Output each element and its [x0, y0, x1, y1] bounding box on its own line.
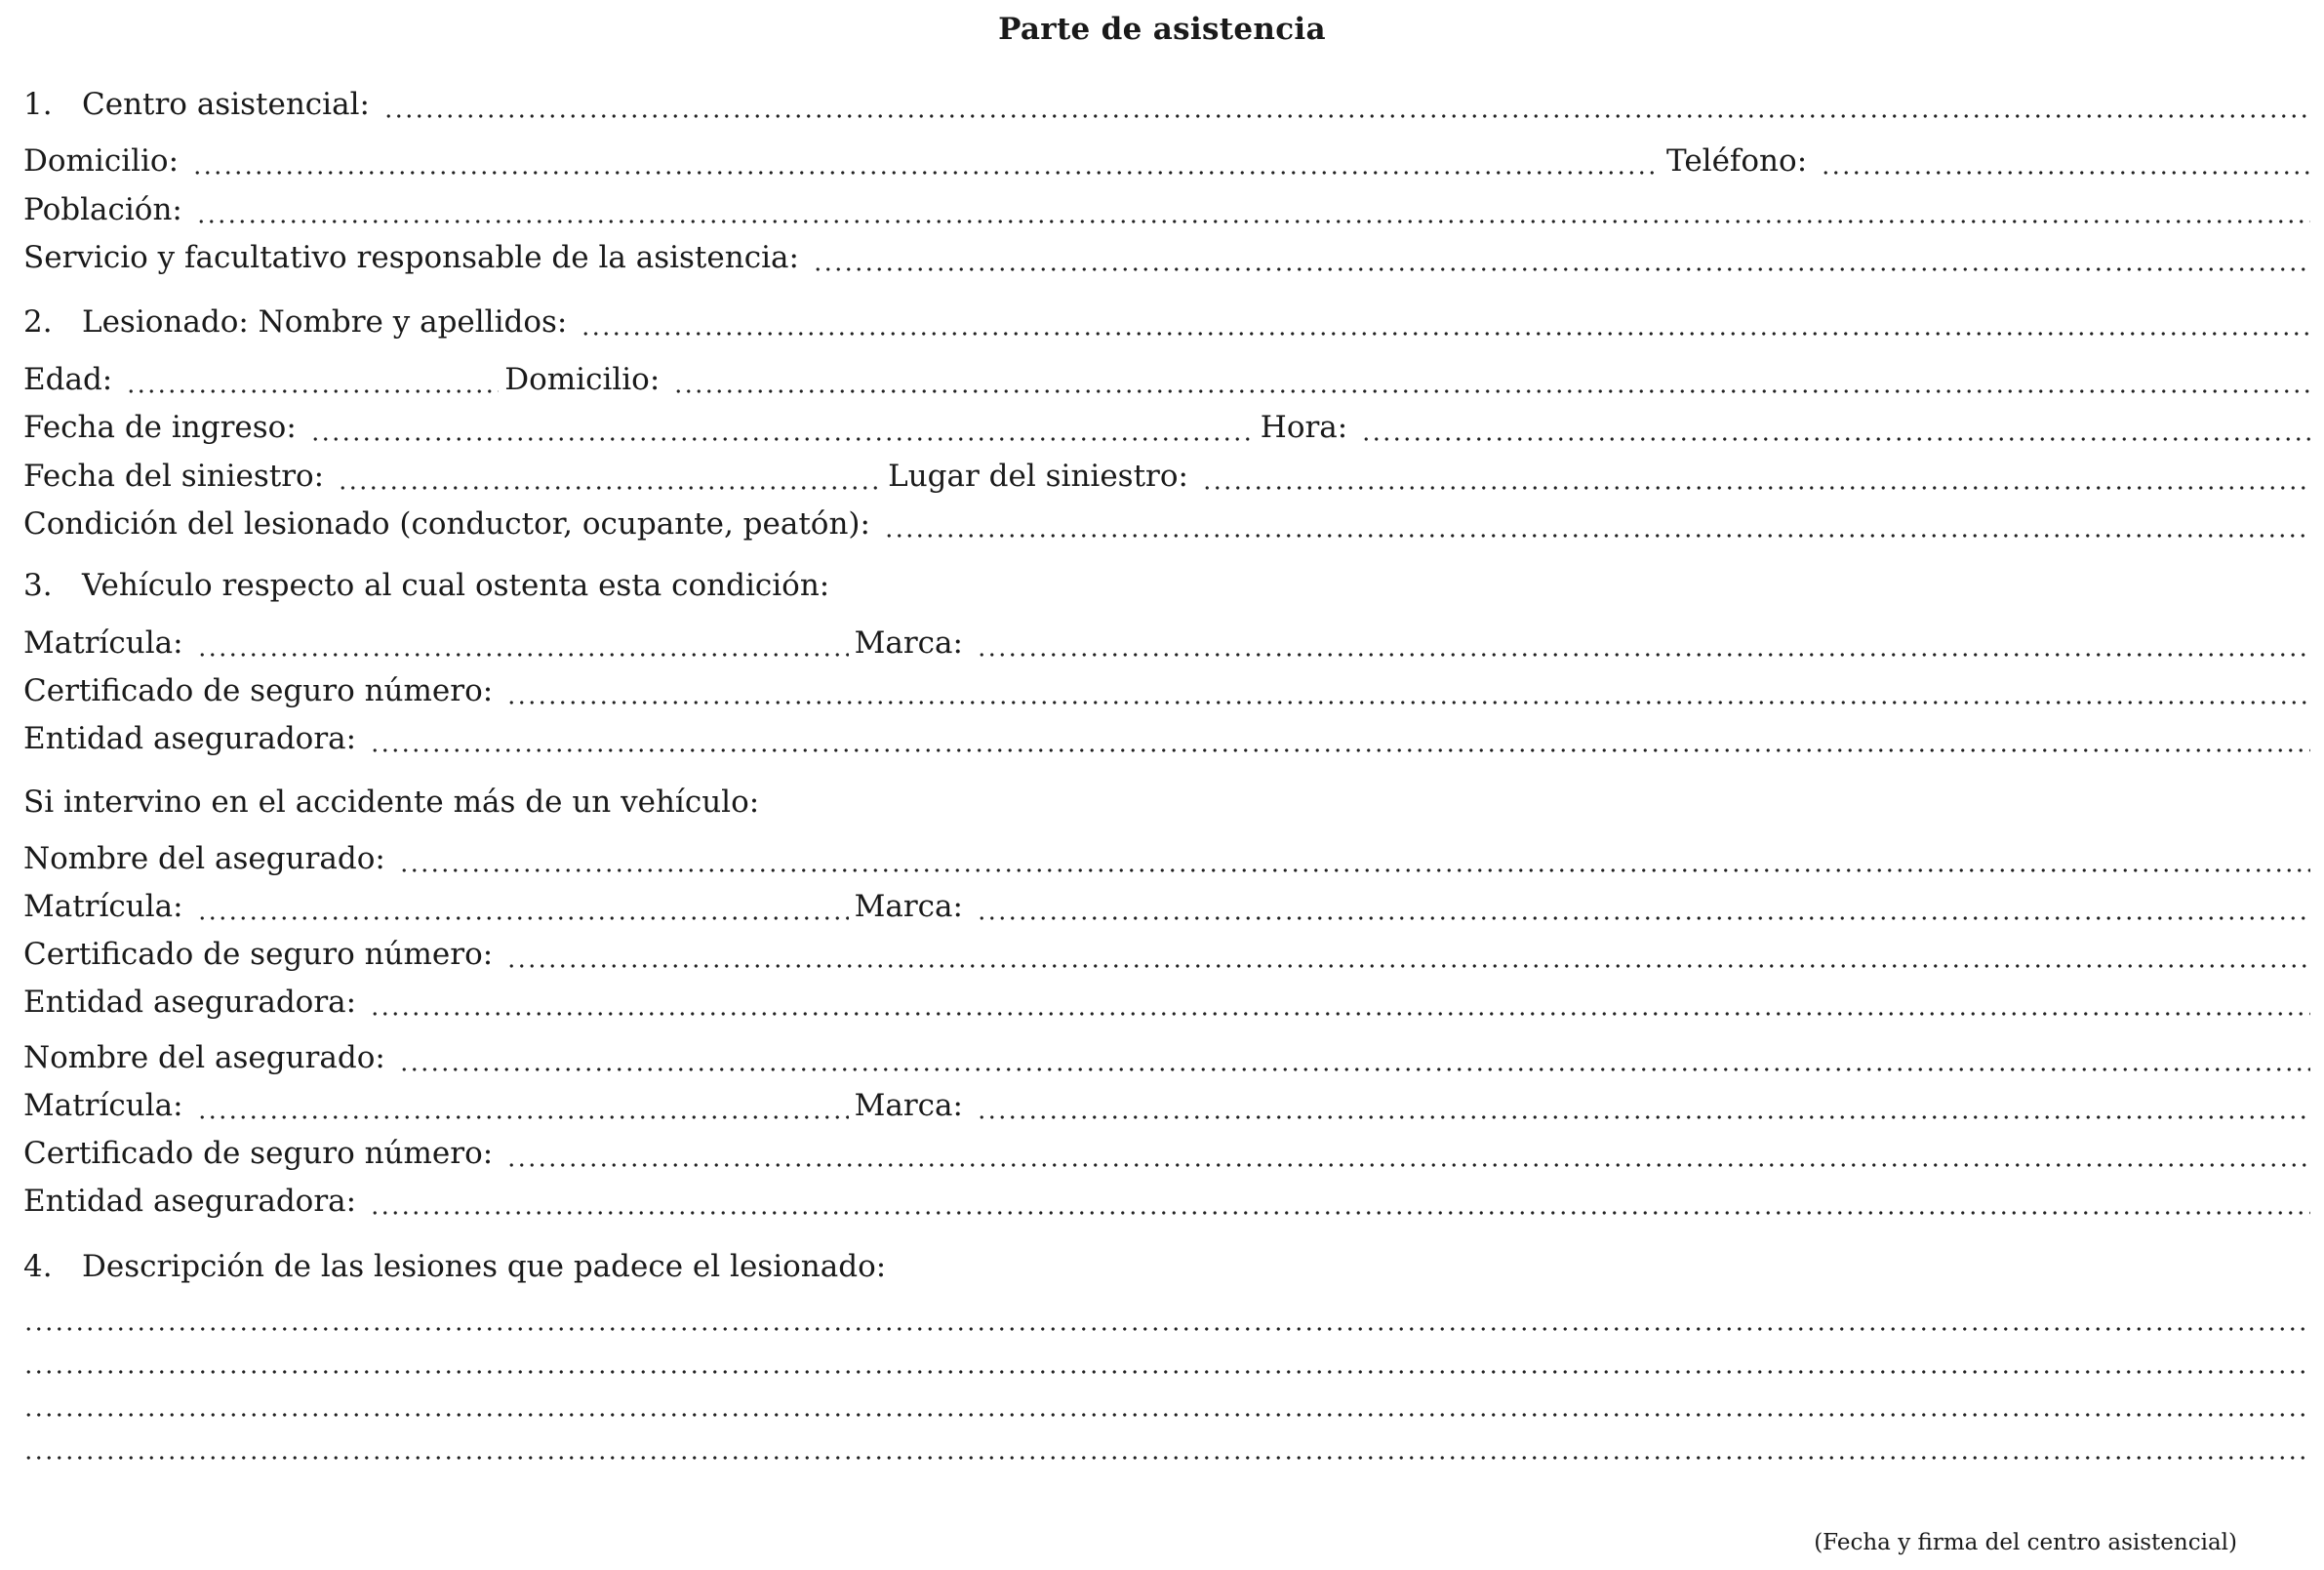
- section-2-number: 2.: [23, 304, 53, 340]
- entidad-aseguradora-field[interactable]: [370, 983, 2310, 1022]
- lesiones-heading: Descripción de las lesiones que padece el lesionado:: [82, 1249, 887, 1284]
- hora-field[interactable]: [1361, 408, 2310, 447]
- otro-vehiculo-1-entidad-row: [23, 983, 2310, 1022]
- certificado-seguro-field[interactable]: [506, 1134, 2310, 1173]
- signature-caption: (Fecha y firma del centro asistencial): [1814, 1530, 2237, 1555]
- lesiones-line-3: [23, 1384, 2310, 1423]
- otro-vehiculo-1-nombre-row: [23, 839, 2310, 878]
- domicilio-label: Domicilio:: [23, 143, 180, 179]
- lesionado-nombre-label: Lesionado: Nombre y apellidos:: [82, 304, 568, 340]
- matricula-field[interactable]: [197, 1086, 849, 1125]
- domicilio-field[interactable]: [192, 141, 1661, 181]
- certificado-seguro-label: Certificado de seguro número:: [23, 1136, 494, 1171]
- entidad-aseguradora-label: Entidad aseguradora:: [23, 1184, 357, 1219]
- matricula-field[interactable]: [197, 624, 849, 663]
- entidad-aseguradora-label: Entidad aseguradora:: [23, 985, 357, 1020]
- centro-asistencial-row: [23, 85, 2310, 124]
- hora-label: Hora:: [1260, 410, 1348, 445]
- section-3-number: 3.: [23, 568, 53, 603]
- lesionado-row: [23, 302, 2310, 342]
- lugar-siniestro-field[interactable]: [1202, 457, 2310, 496]
- marca-label: Marca:: [854, 1088, 963, 1123]
- lesiones-heading-row: [23, 1247, 2310, 1286]
- fecha-siniestro-label: Fecha del siniestro:: [23, 459, 325, 494]
- centro-asistencial-label: Centro asistencial:: [82, 87, 370, 122]
- fecha-lugar-siniestro-row: [23, 457, 2310, 496]
- nombre-asegurado-label: Nombre del asegurado:: [23, 1040, 385, 1075]
- fecha-ingreso-field[interactable]: [310, 408, 1255, 447]
- servicio-facultativo-row: [23, 238, 2310, 277]
- condicion-lesionado-label: Condición del lesionado (conductor, ocupante, peatón):: [23, 506, 870, 542]
- poblacion-row: [23, 190, 2310, 229]
- marca-field[interactable]: [977, 887, 2310, 926]
- fecha-siniestro-field[interactable]: [338, 457, 882, 496]
- servicio-facultativo-label: Servicio y facultativo responsable de la asistencia:: [23, 240, 799, 275]
- lesiones-field[interactable]: [23, 1427, 2310, 1466]
- lesionado-domicilio-field[interactable]: [673, 360, 2310, 399]
- marca-label: Marca:: [854, 889, 963, 924]
- section-1-number: 1.: [23, 87, 53, 122]
- edad-field[interactable]: [126, 360, 499, 399]
- poblacion-field[interactable]: [196, 190, 2310, 229]
- entidad-aseguradora-row: [23, 719, 2310, 758]
- nombre-asegurado-field[interactable]: [399, 1038, 2310, 1077]
- nombre-asegurado-field[interactable]: [399, 839, 2310, 878]
- otro-vehiculo-2-matricula-marca-row: [23, 1086, 2310, 1125]
- lesiones-field[interactable]: [23, 1298, 2310, 1337]
- matricula-label: Matrícula:: [23, 625, 183, 661]
- lesionado-nombre-field[interactable]: [581, 302, 2310, 342]
- marca-field[interactable]: [977, 624, 2310, 663]
- lesiones-line-1: [23, 1298, 2310, 1337]
- otro-vehiculo-2-certificado-row: [23, 1134, 2310, 1173]
- certificado-seguro-label: Certificado de seguro número:: [23, 673, 494, 708]
- fecha-ingreso-hora-row: [23, 408, 2310, 447]
- otros-vehiculos-heading-row: [23, 783, 2310, 822]
- servicio-facultativo-field[interactable]: [813, 238, 2310, 277]
- telefono-label: Teléfono:: [1666, 143, 1808, 179]
- form-title: Parte de asistencia: [998, 12, 1326, 47]
- otro-vehiculo-1-matricula-marca-row: [23, 887, 2310, 926]
- marca-label: Marca:: [854, 625, 963, 661]
- telefono-field[interactable]: [1821, 141, 2310, 181]
- lesiones-line-2: [23, 1341, 2310, 1380]
- edad-domicilio-row: [23, 360, 2310, 399]
- lugar-siniestro-label: Lugar del siniestro:: [888, 459, 1188, 494]
- section-4-number: 4.: [23, 1249, 53, 1284]
- entidad-aseguradora-field[interactable]: [370, 1182, 2310, 1221]
- nombre-asegurado-label: Nombre del asegurado:: [23, 841, 385, 876]
- entidad-aseguradora-field[interactable]: [370, 719, 2310, 758]
- certificado-seguro-label: Certificado de seguro número:: [23, 937, 494, 972]
- otro-vehiculo-2-entidad-row: [23, 1182, 2310, 1221]
- domicilio-telefono-row: [23, 141, 2310, 181]
- certificado-seguro-field[interactable]: [506, 935, 2310, 974]
- vehiculo-heading: Vehículo respecto al cual ostenta esta condición:: [82, 568, 830, 603]
- lesiones-line-4: [23, 1427, 2310, 1466]
- otro-vehiculo-2-nombre-row: [23, 1038, 2310, 1077]
- otro-vehiculo-1-certificado-row: [23, 935, 2310, 974]
- matricula-label: Matrícula:: [23, 889, 183, 924]
- centro-asistencial-field[interactable]: [383, 85, 2310, 124]
- lesiones-field[interactable]: [23, 1341, 2310, 1380]
- edad-label: Edad:: [23, 362, 113, 397]
- matricula-field[interactable]: [197, 887, 849, 926]
- certificado-seguro-field[interactable]: [506, 671, 2310, 710]
- marca-field[interactable]: [977, 1086, 2310, 1125]
- lesionado-domicilio-label: Domicilio:: [504, 362, 661, 397]
- matricula-label: Matrícula:: [23, 1088, 183, 1123]
- matricula-marca-row: [23, 624, 2310, 663]
- condicion-lesionado-row: [23, 504, 2310, 543]
- fecha-ingreso-label: Fecha de ingreso:: [23, 410, 297, 445]
- entidad-aseguradora-label: Entidad aseguradora:: [23, 721, 357, 756]
- vehiculo-heading-row: [23, 566, 2310, 605]
- certificado-seguro-row: [23, 671, 2310, 710]
- otros-vehiculos-heading: Si intervino en el accidente más de un vehículo:: [23, 785, 760, 820]
- poblacion-label: Población:: [23, 192, 182, 227]
- lesiones-field[interactable]: [23, 1384, 2310, 1423]
- condicion-lesionado-field[interactable]: [884, 504, 2310, 543]
